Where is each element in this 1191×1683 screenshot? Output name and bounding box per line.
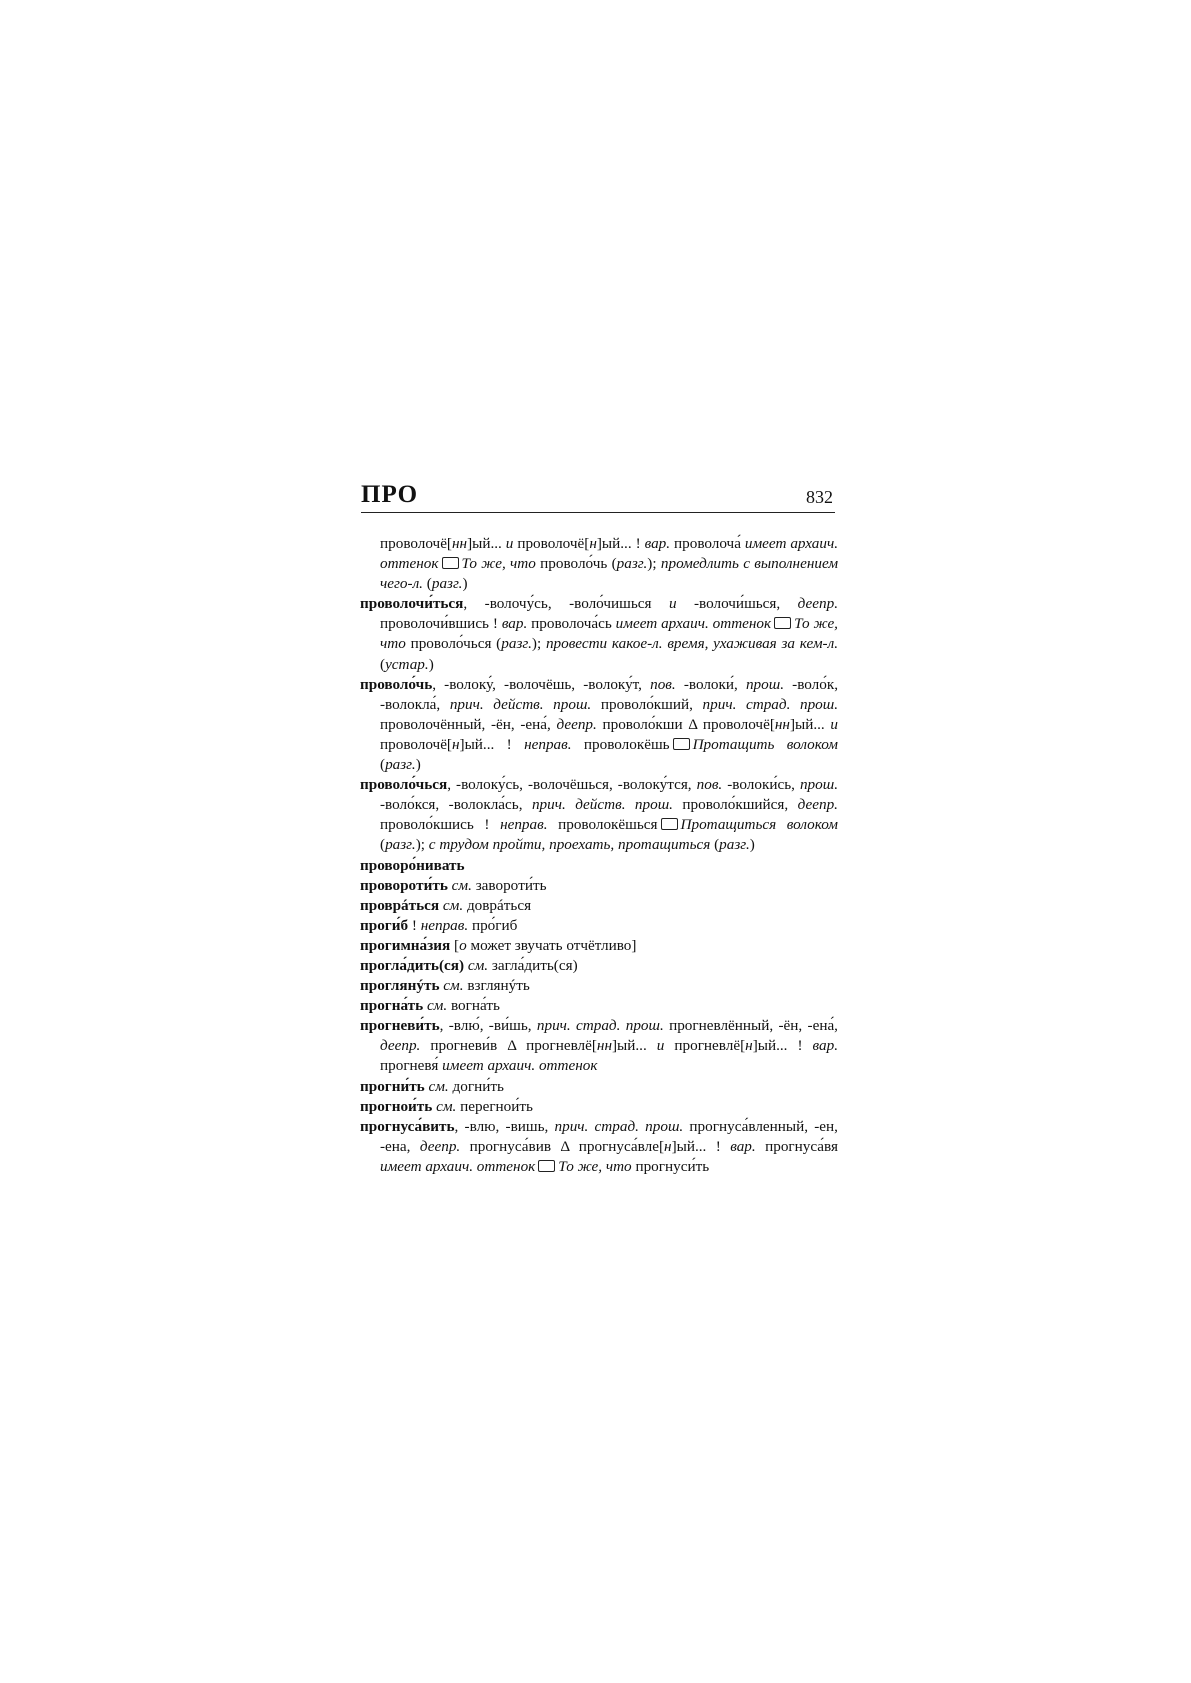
- grammar-label: деепр.: [797, 595, 839, 613]
- headword: проглянýть: [360, 977, 444, 995]
- grammar-label: То же, что: [558, 1157, 636, 1175]
- definition-box-icon: [538, 1160, 555, 1172]
- grammar-label: о: [459, 936, 471, 954]
- headword: проволо́чься: [360, 776, 448, 794]
- entry-text: про́гиб: [471, 916, 518, 934]
- grammar-label: разг.: [385, 756, 416, 774]
- grammar-label: имеет архаич. оттенок: [380, 1157, 536, 1175]
- grammar-label: деепр.: [380, 1037, 431, 1055]
- entry-text: проволо́кшись !: [380, 816, 501, 834]
- page-header: [361, 478, 835, 513]
- entry-text: доврáться: [466, 896, 532, 914]
- headword: прогнои́ть: [360, 1097, 437, 1115]
- dictionary-entry: [360, 976, 838, 996]
- entry-text: -воло́кся, -волокла́сь,: [380, 796, 532, 814]
- dictionary-entry: [360, 1077, 838, 1097]
- grammar-label: и: [656, 1037, 675, 1055]
- entry-text: (: [380, 655, 386, 673]
- page-number: 832: [806, 487, 833, 507]
- entry-text: ): [749, 836, 755, 854]
- running-head: ПРО: [361, 481, 419, 508]
- entry-text: -волоки́,: [683, 675, 746, 693]
- headword: проворо́нивать: [360, 856, 465, 874]
- grammar-label: н: [589, 535, 597, 552]
- definition-box-icon: [442, 557, 459, 569]
- grammar-label: вар.: [730, 1137, 766, 1155]
- entry-text: !: [411, 916, 421, 934]
- entry-text: ]ый... !: [752, 1037, 813, 1055]
- grammar-label: см.: [428, 1077, 453, 1095]
- grammar-label: нн: [596, 1037, 612, 1055]
- entry-text: ]ый... !: [596, 535, 645, 552]
- entry-text: проволо́кши Δ проволочё[: [602, 715, 775, 733]
- entry-text: , -влю́, -ви́шь,: [439, 1017, 537, 1035]
- entry-text: [: [454, 936, 460, 954]
- grammar-label: То же, что: [461, 555, 541, 573]
- dictionary-entry: [360, 1097, 838, 1117]
- grammar-label: н: [452, 735, 460, 753]
- entry-text: проволочё[: [380, 535, 452, 552]
- grammar-label: имеет архаич. оттенок: [442, 1057, 598, 1075]
- grammar-label: прич. страд. прош.: [702, 695, 839, 713]
- entry-text: ]ый... !: [459, 735, 525, 753]
- dictionary-entry: [360, 594, 838, 674]
- entry-text: проволоча́сь: [531, 615, 616, 633]
- headword: проволочи́ться: [360, 595, 464, 613]
- grammar-label: разг.: [719, 836, 750, 854]
- headword: прогнуса́вить: [360, 1117, 455, 1135]
- grammar-label: и: [668, 595, 694, 613]
- headword: прогимна́зия: [360, 936, 454, 954]
- entry-text: проволочи́вшись !: [380, 615, 502, 633]
- entry-text: ): [428, 655, 434, 673]
- grammar-label: с трудом пройти, проехать, протащиться: [428, 836, 711, 854]
- grammar-label: см.: [436, 1097, 461, 1115]
- headword: прогни́ть: [360, 1077, 429, 1095]
- entry-text: ]ый... !: [671, 1137, 731, 1155]
- entry-text: прогневлё[: [674, 1037, 746, 1055]
- dictionary-entry: [360, 534, 838, 594]
- entry-text: прогнуси́ть: [635, 1157, 710, 1175]
- grammar-label: То же, что: [380, 615, 838, 653]
- entry-text: (: [422, 575, 432, 593]
- grammar-label: см.: [443, 977, 468, 995]
- entry-text: проволо́чь (: [540, 555, 617, 573]
- grammar-label: прич. страд. прош.: [536, 1017, 670, 1035]
- entry-text: прогневлённый, -ён, -ена́,: [669, 1017, 838, 1035]
- entry-text: загла́дить(ся): [491, 956, 578, 974]
- grammar-label: пов.: [696, 776, 728, 794]
- entry-text: перегнои́ть: [460, 1097, 533, 1115]
- grammar-label: нн: [774, 715, 790, 733]
- entry-text: заворoти́ть: [475, 876, 547, 894]
- entry-text: проволочё[: [380, 735, 452, 753]
- grammar-label: Протащиться волоком: [680, 816, 839, 834]
- entry-text: -волочи́шься,: [694, 595, 798, 613]
- dictionary-entry: [360, 936, 838, 956]
- entry-text: проволокёшься: [558, 816, 658, 834]
- grammar-label: неправ.: [524, 735, 584, 753]
- grammar-label: прич. действ. прош.: [449, 695, 601, 713]
- definition-box-icon: [774, 617, 791, 629]
- grammar-label: прич. страд. прош.: [554, 1117, 690, 1135]
- entry-text: -волоки́сь,: [727, 776, 800, 794]
- dictionary-entry: [360, 1117, 838, 1177]
- entry-text: ]ый...: [612, 1037, 657, 1055]
- headword: прогна́ть: [360, 997, 427, 1015]
- grammar-label: см.: [426, 997, 451, 1015]
- grammar-label: деепр.: [419, 1137, 470, 1155]
- entry-text: прогнуса́вленный, -ен, -ена,: [380, 1117, 838, 1155]
- grammar-label: н: [664, 1137, 672, 1155]
- grammar-label: вар.: [812, 1037, 839, 1055]
- entry-text: -воло́к, -волокла́,: [380, 675, 839, 713]
- grammar-label: провести какое-л. время, ухаживая за кем-л.: [545, 635, 839, 653]
- grammar-label: см.: [451, 876, 476, 894]
- grammar-label: деепр.: [556, 715, 603, 733]
- entry-text: ]ый...: [789, 715, 831, 733]
- grammar-label: устар.: [385, 655, 429, 673]
- dictionary-entry: [360, 775, 838, 855]
- entry-text: (: [380, 756, 386, 774]
- entry-text: проволо́кший,: [600, 695, 703, 713]
- entry-text: , -волоку́, -волочёшь, -волоку́т,: [432, 675, 651, 693]
- entry-text: );: [647, 555, 661, 573]
- entry-text: вогна́ть: [450, 997, 500, 1015]
- dictionary-entry: [360, 916, 838, 936]
- grammar-label: пов.: [650, 675, 684, 693]
- entry-text: взглянýть: [467, 977, 530, 995]
- dictionary-entries: [360, 534, 838, 1177]
- entry-text: ]ый...: [467, 535, 506, 552]
- entry-text: проволочё[: [517, 535, 590, 552]
- entry-text: (: [710, 836, 720, 854]
- grammar-label: прич. действ. прош.: [531, 796, 683, 814]
- entry-text: прогнуса́вя: [765, 1137, 838, 1155]
- entry-text: прогнуса́вив Δ прогнуса́вле[: [469, 1137, 665, 1155]
- grammar-label: имеет архаич. оттенок: [380, 535, 838, 573]
- definition-box-icon: [673, 738, 690, 750]
- dictionary-entry: [360, 956, 838, 976]
- grammar-label: разг.: [501, 635, 532, 653]
- dictionary-entry: [360, 856, 838, 876]
- entry-text: проволокёшь: [583, 735, 670, 753]
- grammar-label: нн: [452, 535, 468, 552]
- grammar-label: разг.: [385, 836, 416, 854]
- entry-text: );: [415, 836, 429, 854]
- entry-text: (: [380, 836, 386, 854]
- entry-text: прогневя́: [380, 1057, 443, 1075]
- grammar-label: разг.: [431, 575, 463, 593]
- dictionary-entry: [360, 675, 838, 775]
- entry-text: проволо́кшийся,: [682, 796, 798, 814]
- entry-text: );: [531, 635, 546, 653]
- entry-text: проволочённый, -ён, -ена́,: [380, 715, 557, 733]
- headword: проги́б: [360, 916, 412, 934]
- entry-text: прогневи́в Δ прогневлё[: [430, 1037, 597, 1055]
- headword: прогла́дить(ся): [360, 956, 468, 974]
- dictionary-entry: [360, 876, 838, 896]
- entry-text: , -влю, -вишь,: [454, 1117, 555, 1135]
- grammar-label: прош.: [745, 675, 793, 693]
- entry-text: догни́ть: [452, 1077, 504, 1095]
- grammar-label: деепр.: [797, 796, 838, 814]
- grammar-label: неправ.: [500, 816, 559, 834]
- entry-text: ): [462, 575, 468, 593]
- entry-text: проволо́чься (: [410, 635, 502, 653]
- entry-text: , -волочу́сь, -воло́чишься: [463, 595, 669, 613]
- grammar-label: имеет архаич. оттенок: [615, 615, 772, 633]
- dictionary-entry: [360, 1016, 838, 1076]
- grammar-label: и: [830, 715, 838, 733]
- grammar-label: н: [745, 1037, 753, 1055]
- grammar-label: неправ.: [420, 916, 472, 934]
- headword: прогневи́ть: [360, 1017, 440, 1035]
- dictionary-entry: [360, 896, 838, 916]
- definition-box-icon: [661, 818, 678, 830]
- entry-text: может звучать отчётливо]: [470, 936, 637, 954]
- entry-text: ): [415, 756, 421, 774]
- grammar-label: см.: [442, 896, 467, 914]
- dictionary-entry: [360, 996, 838, 1016]
- entry-text: проволоча́: [674, 535, 745, 552]
- grammar-label: разг.: [616, 555, 648, 573]
- grammar-label: и: [505, 535, 518, 552]
- entry-text: , -волоку́сь, -волочёшься, -волоку́тся,: [447, 776, 697, 794]
- grammar-label: промедлить с выполнением чего-л.: [380, 555, 839, 593]
- grammar-label: прош.: [799, 776, 838, 794]
- grammar-label: вар.: [501, 615, 532, 633]
- headword: проврáться: [360, 896, 443, 914]
- grammar-label: Протащить волоком: [692, 735, 839, 753]
- grammar-label: см.: [467, 956, 492, 974]
- grammar-label: вар.: [644, 535, 674, 552]
- headword: проволо́чь: [360, 675, 433, 693]
- headword: проворoти́ть: [360, 876, 452, 894]
